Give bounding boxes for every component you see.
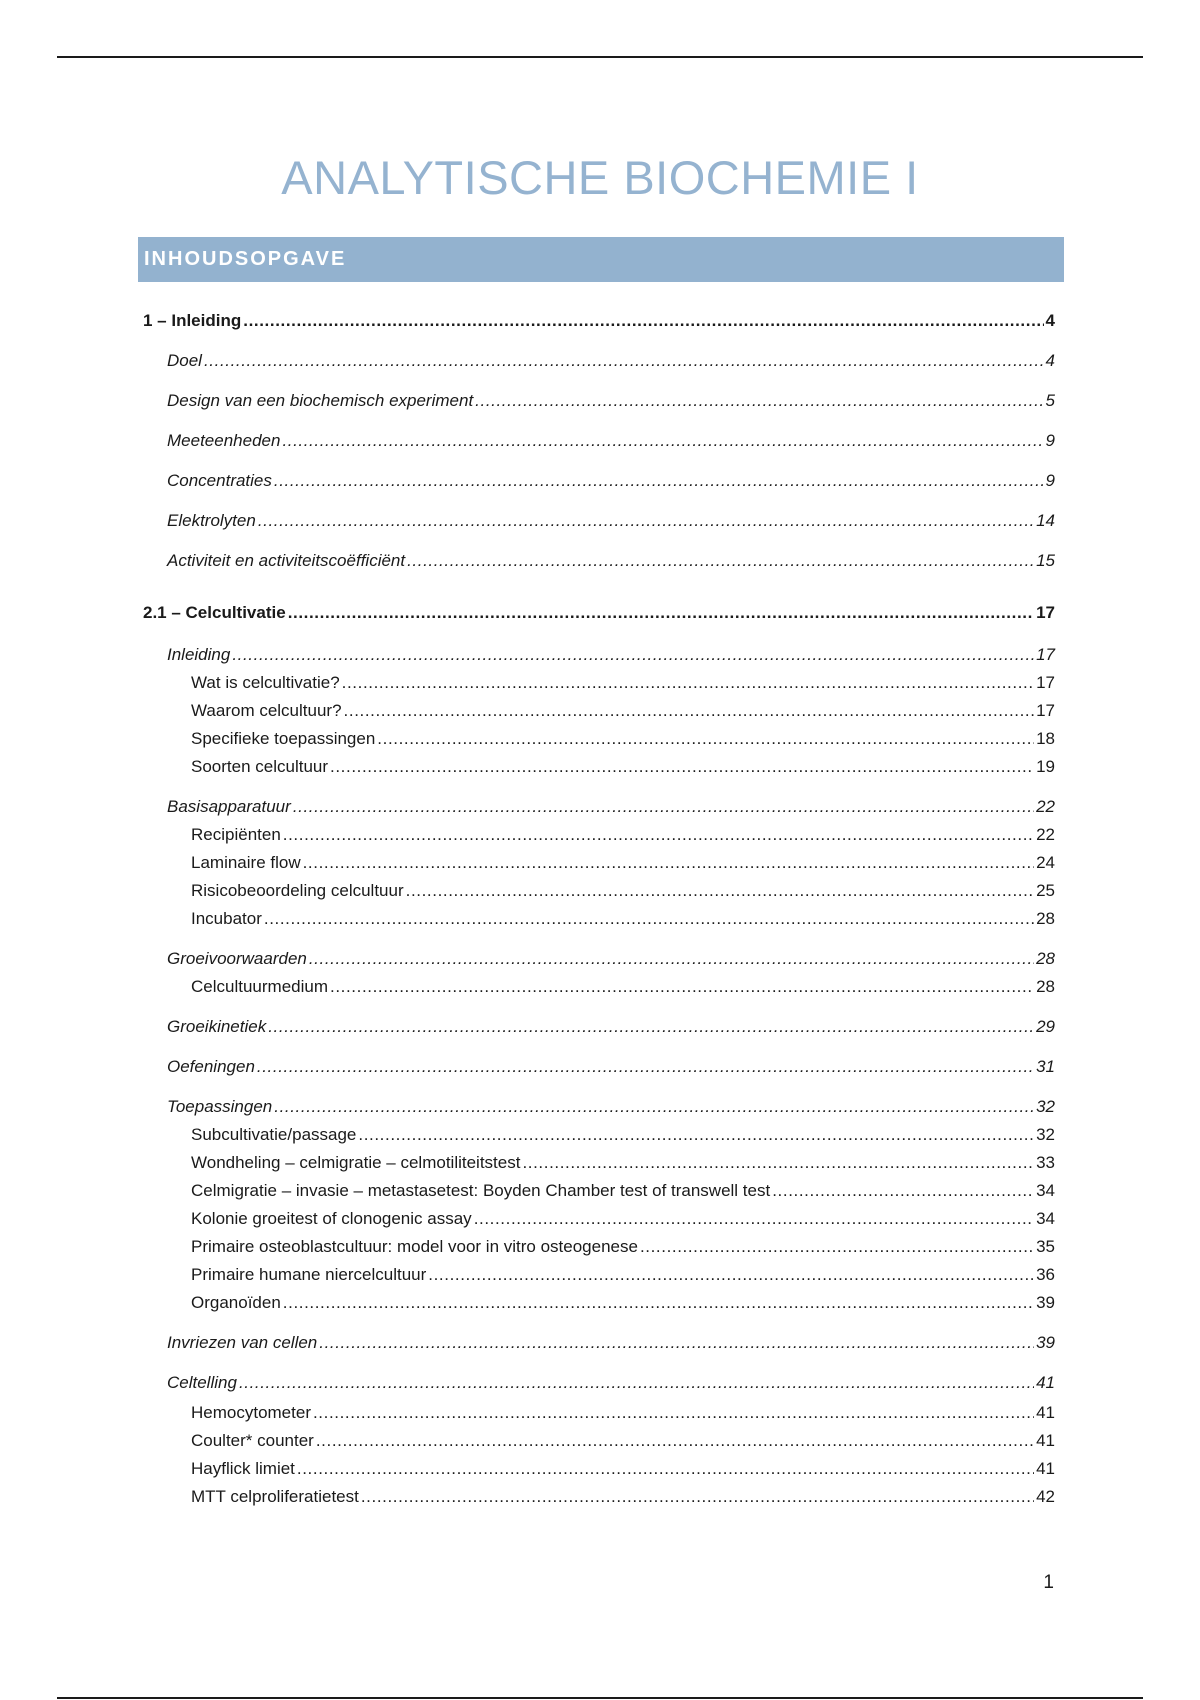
- toc-entry-label: Kolonie groeitest of clonogenic assay: [191, 1209, 472, 1228]
- toc-entry[interactable]: [167, 350, 1055, 372]
- toc-entry-page: 41: [1036, 1403, 1055, 1422]
- toc-dot-leader: [239, 1372, 1034, 1394]
- toc-entry[interactable]: [167, 390, 1055, 412]
- toc-entry-page: 41: [1036, 1431, 1055, 1450]
- toc-dot-leader: [772, 1180, 1034, 1202]
- toc-entry-label: Groeikinetiek: [167, 1017, 267, 1036]
- toc-dot-leader: [474, 1208, 1034, 1230]
- toc-entry-page: 14: [1036, 511, 1055, 530]
- toc-dot-leader: [640, 1236, 1034, 1258]
- toc-entry[interactable]: [191, 976, 1055, 998]
- toc-entry-page: 4: [1045, 351, 1055, 370]
- page-number: 1: [1043, 1572, 1054, 1593]
- toc-entry[interactable]: [191, 700, 1055, 722]
- toc-entry[interactable]: [167, 1056, 1055, 1078]
- toc-dot-leader: [282, 430, 1043, 452]
- toc-entry[interactable]: [191, 1458, 1055, 1480]
- toc-dot-leader: [330, 756, 1034, 778]
- toc-entry-label: 1 – Inleiding: [143, 311, 242, 330]
- toc-entry[interactable]: [167, 796, 1055, 818]
- toc-dot-leader: [428, 1264, 1034, 1286]
- toc-dot-leader: [407, 550, 1034, 572]
- toc-dot-leader: [406, 880, 1034, 902]
- toc-dot-leader: [243, 310, 1043, 332]
- toc-entry-label: Recipiënten: [191, 825, 281, 844]
- toc-entry-page: 9: [1045, 471, 1055, 490]
- toc-entry-label: Design van een biochemisch experiment: [167, 391, 474, 410]
- toc-dot-leader: [274, 470, 1044, 492]
- toc-entry-page: 18: [1036, 729, 1055, 748]
- toc-entry[interactable]: [167, 644, 1055, 666]
- toc-entry-page: 9: [1045, 431, 1055, 450]
- toc-entry-page: 32: [1036, 1125, 1055, 1144]
- toc-heading: INHOUDSOPGAVE: [138, 237, 1064, 282]
- toc-entry-label: Laminaire flow: [191, 853, 301, 872]
- toc-entry[interactable]: [167, 550, 1055, 572]
- toc-entry[interactable]: [191, 1208, 1055, 1230]
- toc-entry-label: Meeteenheden: [167, 431, 281, 450]
- toc-dot-leader: [316, 1430, 1034, 1452]
- toc-dot-leader: [274, 1096, 1034, 1118]
- toc-entry[interactable]: [191, 1236, 1055, 1258]
- toc-entry-page: 15: [1036, 551, 1055, 570]
- toc-entry-page: 42: [1036, 1487, 1055, 1506]
- toc-entry-label: Inleiding: [167, 645, 231, 664]
- toc-dot-leader: [283, 1292, 1034, 1314]
- toc-entry-label: Risicobeoordeling celcultuur: [191, 881, 404, 900]
- toc-entry-page: 17: [1036, 673, 1055, 692]
- toc-dot-leader: [342, 672, 1034, 694]
- toc-dot-leader: [303, 852, 1034, 874]
- toc-entry[interactable]: [191, 1486, 1055, 1508]
- toc-entry-page: 39: [1036, 1333, 1055, 1352]
- toc-entry-label: Wondheling – celmigratie – celmotiliteitstest: [191, 1153, 521, 1172]
- toc-dot-leader: [313, 1402, 1034, 1424]
- toc-entry[interactable]: [167, 470, 1055, 492]
- toc-dot-leader: [361, 1486, 1034, 1508]
- toc-entry-page: 17: [1036, 701, 1055, 720]
- toc-entry-label: Hayflick limiet: [191, 1459, 295, 1478]
- toc-entry[interactable]: [191, 824, 1055, 846]
- toc-entry[interactable]: [191, 852, 1055, 874]
- bottom-rule: [57, 1697, 1143, 1699]
- toc-entry-label: Waarom celcultuur?: [191, 701, 342, 720]
- toc-entry-label: Celtelling: [167, 1373, 237, 1392]
- toc-entry-label: Celcultuurmedium: [191, 977, 328, 996]
- toc-dot-leader: [330, 976, 1034, 998]
- toc-entry-label: Celmigratie – invasie – metastasetest: Boyden Chamber test of transwell test: [191, 1181, 771, 1200]
- toc-entry-label: Toepassingen: [167, 1097, 273, 1116]
- toc-entry-page: 22: [1036, 825, 1055, 844]
- toc-entry[interactable]: [167, 1372, 1055, 1394]
- toc-entry[interactable]: [191, 672, 1055, 694]
- toc-entry-label: Organoïden: [191, 1293, 281, 1312]
- toc-entry-page: 17: [1036, 645, 1055, 664]
- toc-dot-leader: [475, 390, 1043, 412]
- toc-entry-page: 39: [1036, 1293, 1055, 1312]
- toc-entry-label: Hemocytometer: [191, 1403, 311, 1422]
- toc-entry-page: 4: [1045, 311, 1055, 330]
- toc-entry[interactable]: [191, 728, 1055, 750]
- toc-dot-leader: [257, 1056, 1034, 1078]
- toc-dot-leader: [288, 602, 1034, 624]
- toc-entry-label: Wat is celcultivatie?: [191, 673, 340, 692]
- toc-entry[interactable]: [167, 1332, 1055, 1354]
- toc-entry-page: 32: [1036, 1097, 1055, 1116]
- toc-dot-leader: [232, 644, 1034, 666]
- toc-entry[interactable]: [191, 1430, 1055, 1452]
- toc-entry-label: Coulter* counter: [191, 1431, 314, 1450]
- toc-dot-leader: [283, 824, 1034, 846]
- toc-entry-page: 31: [1036, 1057, 1055, 1076]
- toc-entry-label: Specifieke toepassingen: [191, 729, 376, 748]
- toc-entry-label: Invriezen van cellen: [167, 1333, 318, 1352]
- toc-entry[interactable]: [191, 1180, 1055, 1202]
- toc-entry-page: 19: [1036, 757, 1055, 776]
- toc-entry-page: 35: [1036, 1237, 1055, 1256]
- toc-dot-leader: [268, 1016, 1034, 1038]
- toc-entry-page: 29: [1036, 1017, 1055, 1036]
- toc-entry-page: 25: [1036, 881, 1055, 900]
- toc-entry[interactable]: [167, 430, 1055, 452]
- toc-entry[interactable]: [191, 1292, 1055, 1314]
- toc-entry[interactable]: [167, 510, 1055, 532]
- toc-entry[interactable]: [167, 948, 1055, 970]
- toc-entry-page: 28: [1036, 909, 1055, 928]
- toc-dot-leader: [293, 796, 1034, 818]
- toc-entry[interactable]: [191, 1124, 1055, 1146]
- toc-entry-page: 28: [1036, 949, 1055, 968]
- toc-entry[interactable]: [191, 1264, 1055, 1286]
- toc-entry-page: 34: [1036, 1181, 1055, 1200]
- toc-dot-leader: [258, 510, 1034, 532]
- toc-dot-leader: [297, 1458, 1034, 1480]
- toc-dot-leader: [522, 1152, 1034, 1174]
- toc-entry-page: 41: [1036, 1373, 1055, 1392]
- toc-entry-label: Concentraties: [167, 471, 272, 490]
- toc-entry[interactable]: [167, 1096, 1055, 1118]
- toc-dot-leader: [204, 350, 1044, 372]
- toc-dot-leader: [319, 1332, 1034, 1354]
- toc-entry-page: 33: [1036, 1153, 1055, 1172]
- toc-dot-leader: [377, 728, 1034, 750]
- toc-entry-label: Primaire osteoblastcultuur: model voor in vitro osteogenese: [191, 1237, 638, 1256]
- toc-entry-label: MTT celproliferatietest: [191, 1487, 359, 1506]
- toc-dot-leader: [344, 700, 1035, 722]
- toc-entry-page: 36: [1036, 1265, 1055, 1284]
- toc-entry[interactable]: [191, 908, 1055, 930]
- toc-entry-label: Basisapparatuur: [167, 797, 291, 816]
- toc-entry-label: Doel: [167, 351, 202, 370]
- toc-entry-label: Soorten celcultuur: [191, 757, 329, 776]
- toc-entry-label: Groeivoorwaarden: [167, 949, 307, 968]
- toc-entry[interactable]: [191, 756, 1055, 778]
- toc-dot-leader: [358, 1124, 1034, 1146]
- toc-entry[interactable]: [143, 310, 1055, 332]
- toc-entry-label: 2.1 – Celcultivatie: [143, 603, 286, 622]
- toc-entry-label: Incubator: [191, 909, 262, 928]
- toc-entry-label: Oefeningen: [167, 1057, 255, 1076]
- toc-entry[interactable]: [191, 1152, 1055, 1174]
- toc-entry-page: 5: [1045, 391, 1055, 410]
- toc-entry[interactable]: [191, 1402, 1055, 1424]
- toc-entry[interactable]: [143, 602, 1055, 624]
- toc-dot-leader: [264, 908, 1034, 930]
- document-title: ANALYTISCHE BIOCHEMIE I: [281, 151, 919, 204]
- toc-entry-page: 17: [1036, 603, 1055, 622]
- toc-entry-page: 22: [1036, 797, 1055, 816]
- toc-entry-label: Elektrolyten: [167, 511, 256, 530]
- toc-entry-label: Activiteit en activiteitscoëfficiënt: [167, 551, 406, 570]
- toc-dot-leader: [309, 948, 1034, 970]
- toc-entry-page: 24: [1036, 853, 1055, 872]
- toc-entry-page: 28: [1036, 977, 1055, 996]
- toc-entry[interactable]: [191, 880, 1055, 902]
- toc-entry-label: Subcultivatie/passage: [191, 1125, 357, 1144]
- toc-entry[interactable]: [167, 1016, 1055, 1038]
- toc-entry-label: Primaire humane niercelcultuur: [191, 1265, 427, 1284]
- toc-entry-page: 34: [1036, 1209, 1055, 1228]
- toc-entry-page: 41: [1036, 1459, 1055, 1478]
